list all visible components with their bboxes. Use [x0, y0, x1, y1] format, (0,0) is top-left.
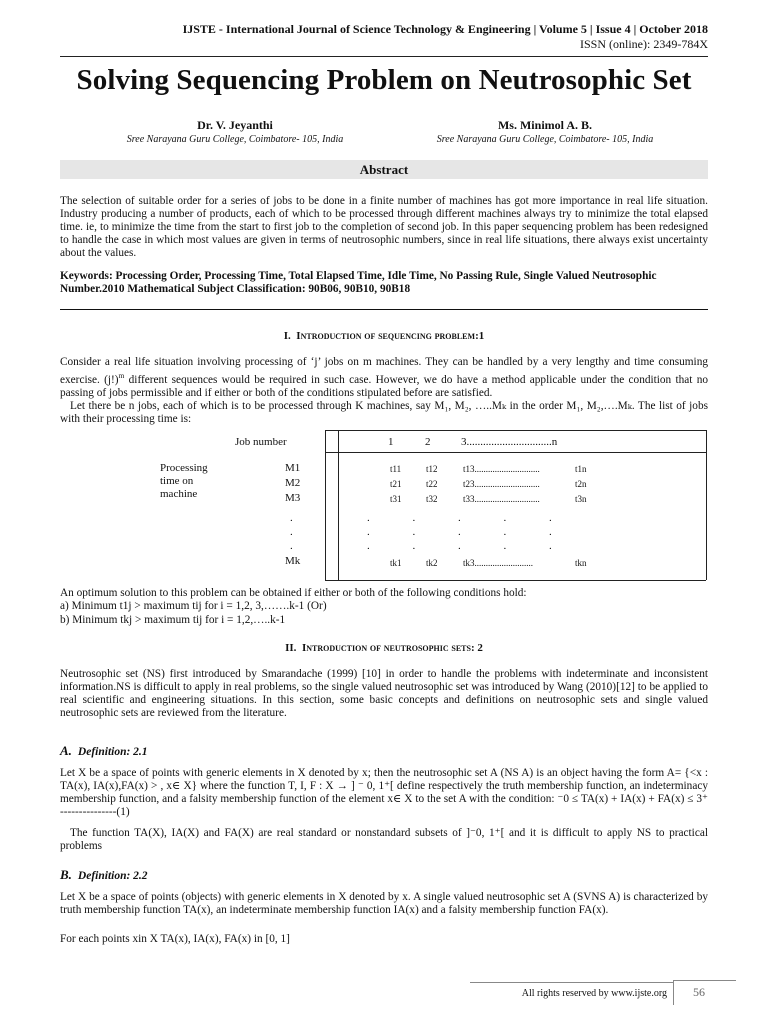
table-cell: tk3.......................... [463, 558, 534, 568]
condition-b: b) Minimum tkj > maximum tij for i = 1,2,…..k-1 [60, 614, 286, 626]
table-machine: M3 [285, 492, 301, 504]
section-1-paragraph-3: An optimum solution to this problem can be obtained if either or both of the following conditions hold: [60, 587, 527, 599]
definition-2-2-text: Let X be a space of points (objects) with generic elements in X denoted by x. A single valued neutrosophic set A (SVNS A) is characterized by truth membership function TA(x), an indeterminate membership function IA(x) and a falsity membership function FA(x). [60, 891, 708, 916]
journal-header: IJSTE - International Journal of Science Technology & Engineering | Volume 5 | Issue 4 | October 2018 [182, 22, 708, 36]
author-1-affiliation: Sree Narayana Guru College, Coimbatore- 105, India [126, 134, 344, 145]
table-cell: t1n [575, 464, 587, 474]
table-divider [706, 430, 707, 580]
table-col-3: 3...............................n [461, 436, 558, 448]
footer-rule [470, 982, 673, 983]
table-cell: t12 [426, 464, 438, 474]
table-dots: . . . . . [367, 540, 572, 552]
table-rule [325, 452, 706, 453]
abstract-rule [60, 309, 708, 310]
section-1-heading: I. Introduction of sequencing problem:1 [283, 330, 485, 342]
processing-time-table [155, 430, 715, 580]
table-cell: tk1 [390, 558, 402, 568]
table-cell: t22 [426, 479, 438, 489]
table-job-label: Job number [235, 436, 287, 448]
keywords: Keywords: Processing Order, Processing Time, Total Elapsed Time, Idle Time, No Passing Rule, Single Valued Neutrosophic Number.2010 Mathematical Subject Classification: 90B06, 90B10, 90B18 [60, 270, 657, 295]
table-rule [325, 580, 706, 581]
author-2-name: Ms. Minimol A. B. [497, 118, 592, 132]
table-cell: t32 [426, 494, 438, 504]
table-col-2: 2 [425, 436, 431, 448]
table-rule [325, 430, 706, 431]
section-1-paragraph-1: Consider a real life situation involving processing of ‘j’ jobs on m machines. They can be handled by a very lengthy and time consuming exercise. $(j!)^m$ different sequences would be required in such case. However, we do have a method applicable under the condition that no passing of jobs permissible and if either or both of the conditions stipulated before are satisfied. [60, 356, 708, 399]
table-cell: t23............................. [463, 479, 540, 489]
header-rule [60, 56, 708, 57]
table-cell: t2n [575, 479, 587, 489]
table-cell: t21 [390, 479, 402, 489]
table-machine: M1 [285, 462, 301, 474]
table-cell: t13............................. [463, 464, 540, 474]
section-2-paragraph: Neutrosophic set (NS) first introduced by Smarandache (1999) [10] in order to handle the problems with indeterminate and inconsistent information.NS is difficult to apply in real problems, so the single valued neutrosophic set was introduced by Wang (2010)[12] to be applied to real scientific and engineering situations. In this section, some basic concepts and definitions on neutrosophic sets and single valued neutrosophic sets are reviewed from the literature. [60, 668, 708, 719]
section-2-heading: II. Introduction of neutrosophic sets: 2 [285, 642, 483, 654]
table-cell: tk2 [426, 558, 438, 568]
definition-2-1-text-2: The function TA(X), IA(X) and FA(X) are real standard or nonstandard subsets of ]⁻0, 1⁺[ and it is difficult to apply NS to practical problems [60, 827, 708, 852]
abstract-heading: Abstract [60, 160, 708, 179]
table-col-1: 1 [388, 436, 394, 448]
section-1-paragraph-2: Let there be n jobs, each of which is to be processed through K machines, say M₁, M₂, …..Mₖ in the order M₁, M₂,….Mₖ. The list of jobs with their processing time is: [60, 400, 708, 425]
issn-header: ISSN (online): 2349-784X [580, 37, 708, 51]
page-number: 56 [693, 985, 705, 999]
table-dot: . [290, 540, 293, 552]
table-cell: t11 [390, 464, 402, 474]
table-cell: t31 [390, 494, 402, 504]
definition-2-1-heading: A. Definition: 2.1 [60, 743, 148, 758]
table-dots: . . . . . [367, 526, 572, 538]
table-cell: tkn [575, 558, 587, 568]
author-2-affiliation: Sree Narayana Guru College, Coimbatore- 105, India [436, 134, 654, 145]
table-cell: t33............................. [463, 494, 540, 504]
table-row-label: Processing time on machine [160, 462, 208, 500]
abstract-text: The selection of suitable order for a series of jobs to be done in a finite number of machines has got more importance in real life situation. Industry producing a number of products, each of which to be processed through different machines always try to minimize the total elapsed time. ie, to minimize the time from the start to first job to the completion of second job. In this paper sequencing problem has been redesigned to handle the case in which most values are given in terms of neutrosophic numbers, since in real life situations, there always exist uncertainty about the values. [60, 195, 708, 259]
paper-title: Solving Sequencing Problem on Neutrosophic Set [76, 64, 692, 96]
author-1-name: Dr. V. Jeyanthi [197, 118, 273, 132]
definition-2-1-text: Let X be a space of points with generic elements in X denoted by x; then the neutrosophic set A (NS A) is an object having the form A= {<x : TA(x), IA(x),FA(x) > , x∈ X} where the function T, I, F : X → ] ⁻ 0, 1⁺[ define respectively the truth membership function, an indeterminacy membership function, and a falsity membership function of the element x∈ X to the set A with the condition: ⁻0 ≤ TA(x) + IA(x) + FA(x) ≤ 3⁺ ---------------(1) [60, 767, 708, 818]
definition-2-2-text-2: For each points xin X TA(x), IA(x), FA(x) in [0, 1] [60, 933, 290, 945]
footer-rights: All rights reserved by www.ijste.org [521, 988, 667, 999]
condition-a: a) Minimum t1j > maximum tij for i = 1,2, 3,…….k-1 (Or) [60, 600, 327, 612]
table-cell: t3n [575, 494, 587, 504]
table-dots: . . . . . [367, 512, 572, 524]
definition-2-2-heading: B. Definition: 2.2 [60, 867, 148, 882]
table-dot: . [290, 512, 293, 524]
table-machine: Mk [285, 555, 301, 567]
table-dot: . [290, 526, 293, 538]
table-machine: M2 [285, 477, 301, 489]
